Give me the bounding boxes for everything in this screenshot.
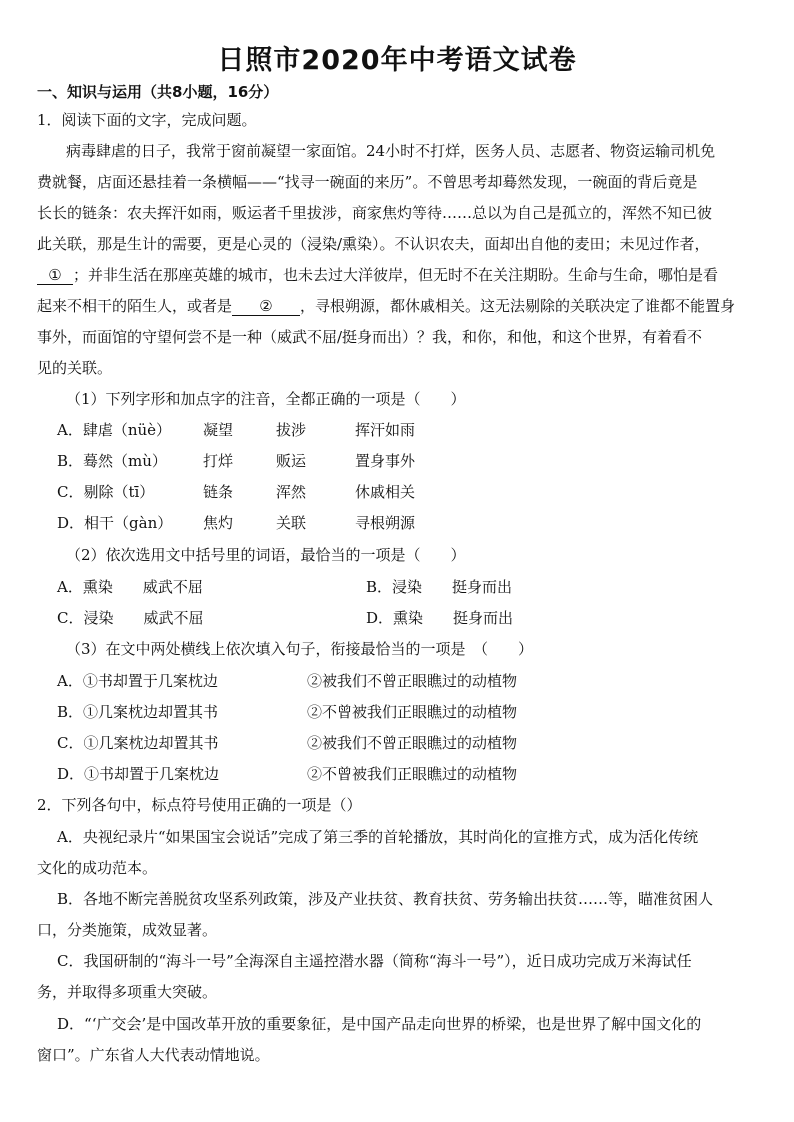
option: B．①几案枕边却置其书 xyxy=(57,703,219,721)
passage-line: 病毒肆虐的日子，我常于窗前凝望一家面馆。24小时不打烊，医务人员、志愿者、物资运输司机免 xyxy=(66,142,716,160)
option-label: A．肆虐（nüè） xyxy=(57,421,172,439)
q2-option-line: 文化的成功范本。 xyxy=(37,859,158,877)
option-word: 焦灼 xyxy=(203,514,234,532)
option: D．熏染 挺身而出 xyxy=(366,609,514,627)
blank-2: ② xyxy=(232,297,300,316)
sub-question-3-stem: （3）在文中两处横线上依次填入句子，衔接最恰当的一项是 （ ） xyxy=(66,640,534,658)
option-word: 休戚相关 xyxy=(355,483,416,501)
option: B．浸染 挺身而出 xyxy=(366,578,513,596)
passage-line xyxy=(37,264,757,285)
page-title: 日照市2020年中考语文试卷 xyxy=(217,45,577,76)
option: C．浸染 威武不屈 xyxy=(57,609,204,627)
question-2-stem: 2．下列各句中，标点符号使用正确的一项是（） xyxy=(37,796,362,814)
option-word: 拔涉 xyxy=(276,421,307,439)
option-word: 寻根朔源 xyxy=(355,514,416,532)
passage-text: ；并非生活在那座英雄的城市，也未去过大洋彼岸，但无时不在关注期盼。生命与生命，哪怕是看 xyxy=(73,266,719,284)
option-word: 挥汗如雨 xyxy=(355,421,416,439)
option-label: C．剔除（tī） xyxy=(57,483,155,501)
passage-line: 长长的链条：农夫挥汗如雨，贩运者千里拔涉，商家焦灼等待……总以为自己是孤立的，浑然不知已彼 xyxy=(37,204,713,222)
q2-option-line: 务，并取得多项重大突破。 xyxy=(37,983,218,1001)
q2-option-line: B．各地不断完善脱贫攻坚系列政策，涉及产业扶贫、教育扶贫、劳务输出扶贫……等，瞄准贫困人 xyxy=(57,890,714,908)
passage-line xyxy=(37,295,757,316)
option-word: 置身事外 xyxy=(355,452,416,470)
q2-option-line: D．“‘广交会’是中国改革开放的重要象征，是中国产品走向世界的桥梁，也是世界了解中国文化的 xyxy=(57,1015,702,1033)
sub-question-2-stem: （2）依次选用文中括号里的词语，最恰当的一项是（ ） xyxy=(66,546,466,564)
option-word: 贩运 xyxy=(276,452,307,470)
passage-line: 此关联，那是生计的需要，更是心灵的（浸染/熏染）。不认识农夫，面却出自他的麦田；未见过作者， xyxy=(37,235,710,253)
blank-1: ① xyxy=(37,266,73,285)
sub-question-1-stem: （1）下列字形和加点字的注音，全都正确的一项是（ ） xyxy=(66,390,466,408)
passage-line: 费就餐，店面还悬挂着一条横幅——“找寻一碗面的来历”。不曾思考却蓦然发现，一碗面的背后竟是 xyxy=(37,173,698,191)
q2-option-line: C．我国研制的“海斗一号”全海深自主遥控潜水器（简称“海斗一号”），近日成功完成万米海试任 xyxy=(57,952,692,970)
passage-text: 起来不相干的陌生人，或者是 xyxy=(37,297,233,315)
option-word: 浑然 xyxy=(276,483,307,501)
option: ②不曾被我们正眼瞧过的动植物 xyxy=(307,765,518,783)
option-word: 凝望 xyxy=(203,421,234,439)
q2-option-line: 口，分类施策，成效显著。 xyxy=(37,921,218,939)
option-word: 打烊 xyxy=(203,452,234,470)
option: A．①书却置于几案枕边 xyxy=(57,672,218,690)
question-1-stem: 1．阅读下面的文字，完成问题。 xyxy=(37,111,257,129)
option: A．熏染 威武不屈 xyxy=(57,578,203,596)
option-word: 链条 xyxy=(203,483,234,501)
option: ②不曾被我们正眼瞧过的动植物 xyxy=(307,703,518,721)
q2-option-line: A．央视纪录片“如果国宝会说话”完成了第三季的首轮播放，其时尚化的宣推方式，成为活化传统 xyxy=(57,828,699,846)
option-label: D．相干（gàn） xyxy=(57,514,173,532)
q2-option-line: 窗口”。广东省人大代表动情地说。 xyxy=(37,1046,270,1064)
option-label: B．蓦然（mù） xyxy=(57,452,167,470)
passage-text: ，寻根朔源，都休戚相关。这无法剔除的关联决定了谁都不能置身 xyxy=(300,297,736,315)
section-heading: 一、知识与运用（共8小题，16分） xyxy=(37,83,279,101)
option: ②被我们不曾正眼瞧过的动植物 xyxy=(307,734,518,752)
passage-line: 见的关联。 xyxy=(37,359,113,377)
passage-line: 事外，而面馆的守望何尝不是一种（威武不屈/挺身而出）？我，和你，和他，和这个世界，有着看不 xyxy=(37,328,703,346)
option: C．①几案枕边却置其书 xyxy=(57,734,219,752)
option: D．①书却置于几案枕边 xyxy=(57,765,220,783)
option-word: 关联 xyxy=(276,514,307,532)
option: ②被我们不曾正眼瞧过的动植物 xyxy=(307,672,518,690)
